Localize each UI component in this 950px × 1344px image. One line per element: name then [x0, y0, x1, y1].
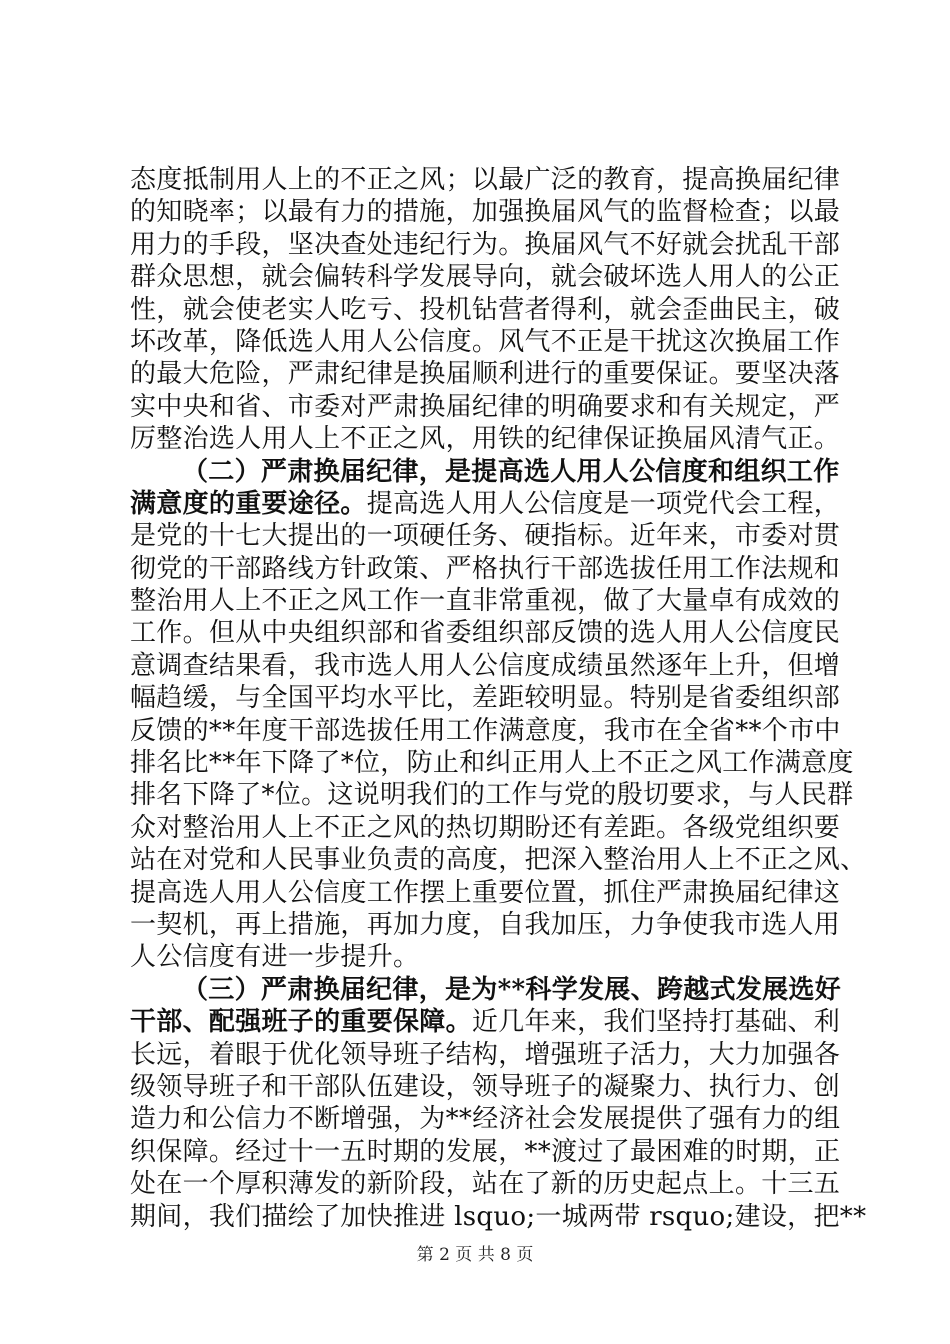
body-text-span: 工作。但从中央组织部和省委组织部反馈的选人用人公信度民 [130, 618, 841, 649]
body-text-span: 近几年来，我们坚持打基础、利 [471, 1007, 841, 1038]
body-text-span: 排名比**年下降了*位，防止和纠正用人上不正之风工作满意度 [130, 748, 854, 779]
bold-heading-text: （二）严肃换届纪律，是提高选人用人公信度和组织工作 [182, 456, 840, 487]
text-line [130, 1168, 841, 1200]
body-text-span: 处在一个厚积薄发的新阶段，站在了新的历史起点上。十三五 [130, 1169, 841, 1200]
body-text-span: 级领导班子和干部队伍建设，领导班子的凝聚力、执行力、创 [130, 1071, 841, 1102]
body-text-span: 众对整治用人上不正之风的热切期盼还有差距。各级党组织要 [130, 812, 841, 843]
body-text-span: 提高选人用人公信度是一项党代会工程， [366, 488, 841, 519]
body-text-span: 实中央和省、市委对严肃换届纪律的明确要求和有关规定，严 [130, 391, 841, 422]
body-text-span: 用力的手段，坚决查处违纪行为。换届风气不好就会扰乱干部 [130, 229, 841, 260]
text-line [130, 326, 841, 358]
text-line [130, 877, 841, 909]
text-line [130, 779, 854, 811]
text-line [130, 553, 841, 585]
text-line [130, 941, 830, 973]
text-line [130, 358, 841, 390]
body-text-span: 意调查结果看，我市选人用人公信度成绩虽然逐年上升，但增 [130, 650, 841, 681]
body-text-span: 反馈的**年度干部选拔任用工作满意度，我市在全省**个市中 [130, 715, 841, 746]
text-line [130, 1071, 841, 1103]
body-text-span: 排名下降了*位。这说明我们的工作与党的殷切要求，与人民群 [130, 780, 854, 811]
text-line [130, 196, 841, 228]
text-line [130, 520, 841, 552]
body-text-span: 提高选人用人公信度工作摆上重要位置，抓住严肃换届纪律这 [130, 877, 841, 908]
text-line [130, 682, 841, 714]
body-text-span: 长远，着眼于优化领导班子结构，增强班子活力，大力加强各 [130, 1039, 841, 1070]
bold-heading-text: 满意度的重要途径。 [130, 488, 367, 519]
text-line [130, 844, 867, 876]
text-line [130, 650, 841, 682]
body-text-span: 织保障。经过十一五时期的发展，**渡过了最困难的时期，正 [130, 1136, 841, 1167]
text-line [130, 1201, 867, 1233]
body-text-span: 一契机，再上措施，再加力度，自我加压，力争使我市选人用 [130, 909, 841, 940]
body-text-span: 是党的十七大提出的一项硬任务、硬指标。近年来，市委对贯 [130, 521, 841, 552]
body-text-span: 站在对党和人民事业负责的高度，把深入整治用人上不正之风、 [130, 845, 867, 876]
body-text-span: 期间，我们描绘了加快推进 lsquo;一城两带 rsquo;建设，把** [130, 1201, 867, 1232]
body-text-span: 整治用人上不正之风工作一直非常重视，做了大量卓有成效的 [130, 586, 841, 617]
body-text-span: 的最大危险，严肃纪律是换届顺利进行的重要保证。要坚决落 [130, 359, 841, 390]
body-text-span: 态度抵制用人上的不正之风；以最广泛的教育，提高换届纪律 [130, 165, 841, 195]
text-line [130, 1136, 841, 1168]
text-line [130, 229, 841, 261]
body-text-span: 坏改革，降低选人用人公信度。风气不正是干扰这次换届工作 [130, 326, 841, 357]
text-line [130, 456, 840, 488]
text-line [130, 812, 841, 844]
body-text-span: 群众思想，就会偏转科学发展导向，就会破坏选人用人的公正 [130, 262, 841, 293]
text-line [130, 294, 841, 326]
text-line [130, 1006, 841, 1038]
text-line [130, 585, 841, 617]
body-text-span: 幅趋缓，与全国平均水平比，差距较明显。特别是省委组织部 [130, 683, 841, 714]
body-text-span: 彻党的干部路线方针政策、严格执行干部选拔任用工作法规和 [130, 553, 841, 584]
bold-heading-text: 干部、配强班子的重要保障。 [130, 1007, 472, 1038]
text-line [130, 715, 841, 747]
text-line [130, 488, 841, 520]
body-text-span: 厉整治选人用人上不正之风，用铁的纪律保证换届风清气正。 [130, 424, 841, 455]
text-line [130, 909, 841, 941]
document-body [130, 164, 867, 1233]
body-text-span: 人公信度有进一步提升。 [130, 942, 420, 973]
text-line [130, 391, 841, 423]
page-footer: 第 2 页 共 8 页 [416, 1245, 534, 1265]
body-text-span: 造力和公信力不断增强，为**经济社会发展提供了强有力的组 [130, 1104, 841, 1135]
bold-heading-text: （三）严肃换届纪律，是为**科学发展、跨越式发展选好 [182, 974, 841, 1005]
text-line [130, 1103, 841, 1135]
text-line [130, 164, 841, 196]
text-line [130, 1039, 841, 1071]
text-line [130, 423, 841, 455]
body-text-span: 的知晓率；以最有力的措施，加强换届风气的监督检查；以最 [130, 197, 841, 228]
text-line [130, 974, 841, 1006]
text-line [130, 617, 841, 649]
text-line [130, 261, 841, 293]
text-line [130, 747, 854, 779]
body-text-span: 性，就会使老实人吃亏、投机钻营者得利，就会歪曲民主，破 [130, 294, 841, 325]
